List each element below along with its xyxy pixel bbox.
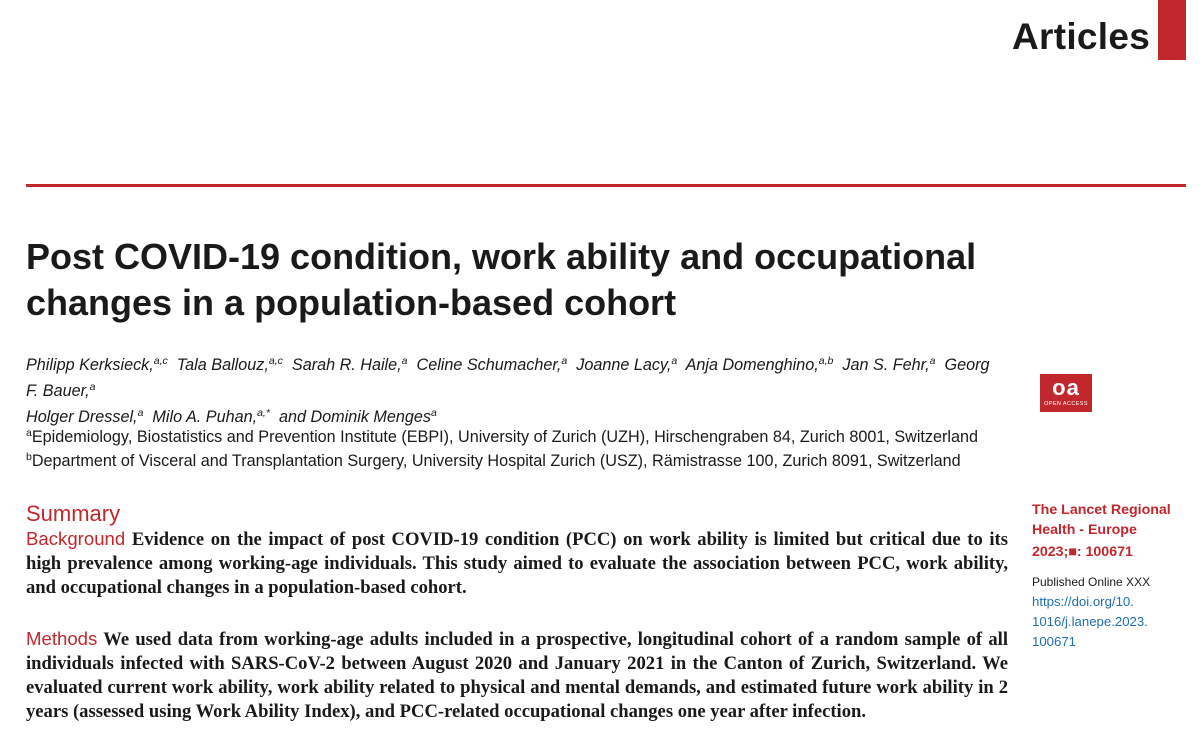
author[interactable]: Sarah R. Haile,$^a$ (291, 355, 408, 374)
author[interactable]: Joanne Lacy,$^a$ (576, 355, 678, 374)
author-list (26, 352, 1006, 430)
methods-text: We used data from working-age adults included in a prospective, longitudinal cohort of a random sample of all individuals infected with SARS-CoV-2 between August 2020 and January 2021 in the Canton of Zurich, Switzerland. We evaluated current work ability, work ability related to physical and mental demands, and estimated future work ability in 2 years (assessed using Work Ability Index), and PCC-related occupational changes one year after infection. (26, 629, 1008, 722)
author[interactable]: Philipp Kerksieck,$^{a,c}$ (26, 355, 168, 374)
article-title-line-2: changes in a population-based cohort (26, 282, 677, 323)
journal-citation: 2023;■: 100671 (1032, 544, 1133, 560)
background-text: Evidence on the impact of post COVID-19 condition (PCC) on work ability is limited but critical due to its high prevalence among working-age individuals. This study aimed to evaluate the association between PCC, work ability, and occupational changes in a population-based cohort. (26, 529, 1008, 598)
doi-link[interactable] (1032, 592, 1182, 652)
author[interactable]: Tala Ballouz,$^{a,c}$ (176, 355, 283, 374)
affiliation-b (26, 450, 1026, 472)
open-access-logo-text: oa (1052, 375, 1080, 400)
author[interactable]: Holger Dressel,$^a$ (26, 407, 144, 426)
published-online: Published Online XXX (1032, 575, 1151, 589)
affiliation-text: Epidemiology, Biostatistics and Prevention Institute (EBPI), University of Zurich (UZH), Hirschengraben 84, Zurich 8001, Switzerland (31, 428, 979, 446)
doi-line-2: 1016/j.lanepe.2023. (1032, 614, 1148, 629)
affiliation-text: Department of Visceral and Transplantation Surgery, University Hospital Zurich (USZ), Rämistrasse 100, Zurich 8091, Switzerland (31, 452, 961, 470)
affiliation-marker: a (26, 427, 32, 439)
open-access-sublabel: OPEN ACCESS (1044, 401, 1088, 407)
abstract-background (26, 527, 1008, 600)
author[interactable]: Georg F. Bauer,$^a$ (26, 356, 990, 400)
author[interactable]: Jan S. Fehr,$^a$ (842, 355, 936, 374)
author[interactable]: Milo A. Puhan,$^{a,*}$ (152, 407, 270, 426)
affiliation-marker: b (26, 451, 32, 463)
section-label: Articles (1012, 16, 1151, 57)
author[interactable]: and Dominik Menges$^a$ (278, 407, 437, 426)
article-title (26, 234, 986, 326)
abstract-methods (26, 627, 1008, 724)
methods-label: Methods (26, 628, 98, 649)
affiliation-a (26, 426, 1026, 448)
open-access-badge[interactable] (1040, 374, 1092, 412)
doi-line-1: https://doi.org/10. (1032, 594, 1134, 609)
background-label: Background (26, 528, 126, 549)
doi-line-3: 100671 (1032, 634, 1077, 649)
summary-heading: Summary (26, 501, 121, 526)
author[interactable]: Celine Schumacher,$^a$ (416, 355, 568, 374)
journal-name: The Lancet Regional Health - Europe (1032, 502, 1171, 538)
article-title-line-1: Post COVID-19 condition, work ability and occupational (26, 236, 977, 277)
author[interactable]: Anja Domenghino,$^{a,b}$ (685, 355, 834, 374)
header-divider (26, 184, 1186, 187)
section-tab-marker (1158, 0, 1186, 60)
